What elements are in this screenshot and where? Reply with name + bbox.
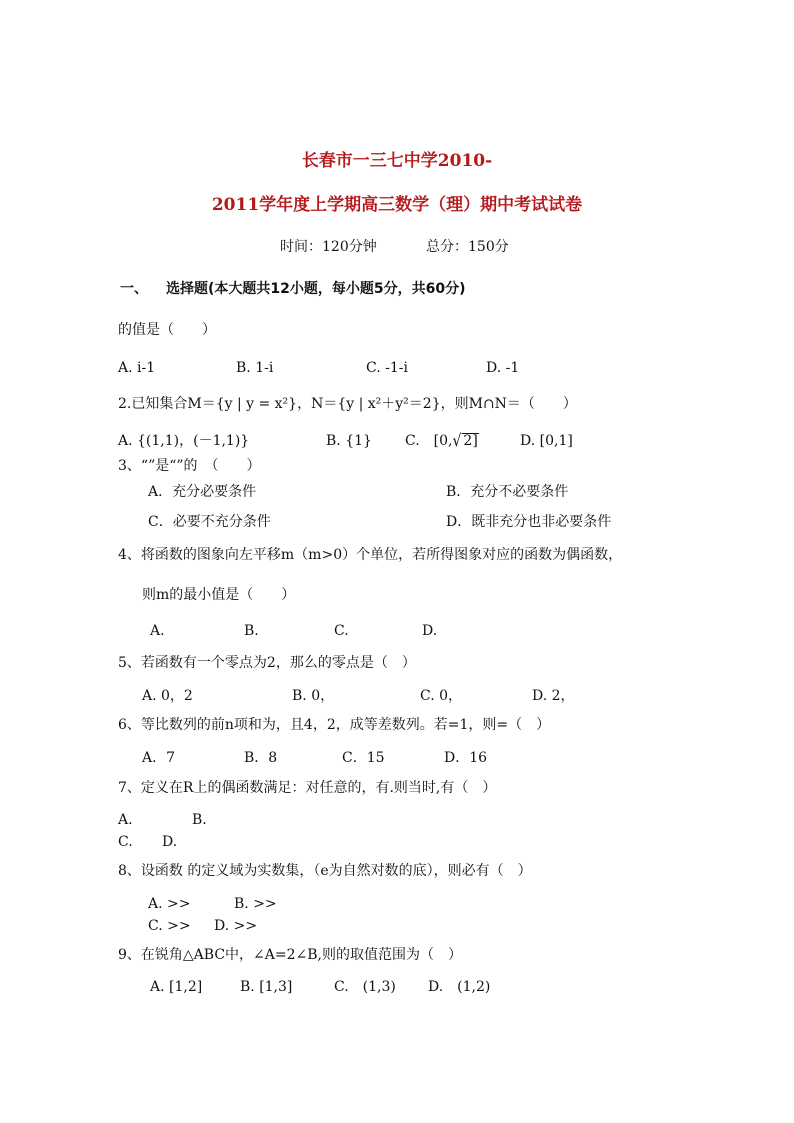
question-4-option-a: A. [150, 623, 165, 639]
question-7-stem: 7、定义在R上的偶函数满足：对任意的，有.则当时,有（ ） [118, 780, 497, 796]
question-2-option-c [405, 432, 479, 450]
question-5-option-b: B. 0， [292, 688, 335, 704]
question-2-option-c-text: C. [0, [405, 433, 453, 449]
question-5-option-d: D. 2， [532, 688, 575, 704]
question-9-option-c: C. (1,3) [334, 979, 396, 995]
question-1-option-a: A. i-1 [118, 360, 156, 376]
question-7-option-b: B. [192, 812, 207, 828]
question-7-option-d: D. [162, 834, 178, 850]
question-9-option-b: B. [1,3] [240, 979, 293, 995]
question-8-option-b: B. >> [234, 896, 277, 912]
question-3-option-b: B．充分不必要条件 [446, 484, 569, 500]
section-title: 选择题(本大题共12小题，每小题5分，共60分) [166, 281, 466, 297]
question-4-stem: 4、将函数的图象向左平移m（m>0）个单位，若所得图象对应的函数为偶函数， [118, 547, 623, 563]
question-5-option-a: A. 0，2 [142, 688, 193, 704]
title-line-2: 2011学年度上学期高三数学（理）期中考试试卷 [211, 195, 583, 215]
question-3-stem: 3、“”是“”的 （ ） [118, 458, 261, 474]
question-3-option-a: A．充分必要条件 [148, 484, 257, 500]
question-9-option-d: D. (1,2) [428, 979, 491, 995]
question-8-option-d: D. >> [214, 918, 258, 934]
question-5-stem: 5、若函数有一个零点为2，那么的零点是（ ） [118, 655, 416, 671]
question-8-option-a: A. >> [148, 896, 191, 912]
question-1-stem: 的值是（ ） [118, 322, 216, 338]
question-4-option-c: C. [334, 623, 349, 639]
question-6-option-d: D．16 [444, 750, 488, 766]
question-8-option-c: C. >> [148, 918, 191, 934]
question-7-option-a: A. [118, 812, 133, 828]
question-1-option-d: D. -1 [486, 360, 520, 376]
question-6-option-c: C．15 [342, 750, 385, 766]
question-8-stem: 8、设函数 的定义域为实数集，（e为自然对数的底），则必有（ ） [118, 863, 532, 879]
title-line-1: 长春市一三七中学2010- [301, 151, 493, 171]
question-2-option-c-radicand: 2] [463, 433, 478, 449]
sqrt-sign-icon: √ [452, 431, 462, 451]
question-6-option-a: A．7 [142, 750, 176, 766]
question-2-stem: 2.已知集合M＝{y | y = x²}，N＝{y | x²＋y²＝2}，则M∩N＝（ ） [118, 396, 577, 412]
question-2-option-a: A. {(1,1)，(－1,1)} [118, 433, 250, 449]
question-4-stem-continued: 则m的最小值是（ ） [142, 587, 296, 603]
question-6-option-b: B．8 [244, 750, 278, 766]
question-3-option-c: C．必要不充分条件 [148, 514, 271, 530]
question-9-option-a: A. [1,2] [150, 979, 203, 995]
question-7-option-c: C. [118, 834, 133, 850]
question-9-stem: 9、在锐角△ABC中，∠A=2∠B,则的取值范围为（ ） [118, 947, 462, 963]
question-1-option-b: B. 1-i [236, 360, 274, 376]
question-6-stem: 6、等比数列的前n项和为，且4，2，成等差数列。若=1，则=（ ） [118, 717, 551, 733]
question-2-option-b: B. {1} [326, 433, 372, 449]
section-number: 一、 [120, 281, 148, 297]
question-5-option-c: C. 0， [420, 688, 463, 704]
exam-total-score: 总分：150分 [426, 239, 509, 255]
question-1-option-c: C. -1-i [366, 360, 408, 376]
question-3-option-d: D．既非充分也非必要条件 [446, 514, 612, 530]
question-4-option-b: B. [244, 623, 259, 639]
question-4-option-d: D. [422, 623, 438, 639]
question-2-option-d: D. [0,1] [520, 433, 573, 449]
exam-time: 时间：120分钟 [280, 239, 377, 255]
